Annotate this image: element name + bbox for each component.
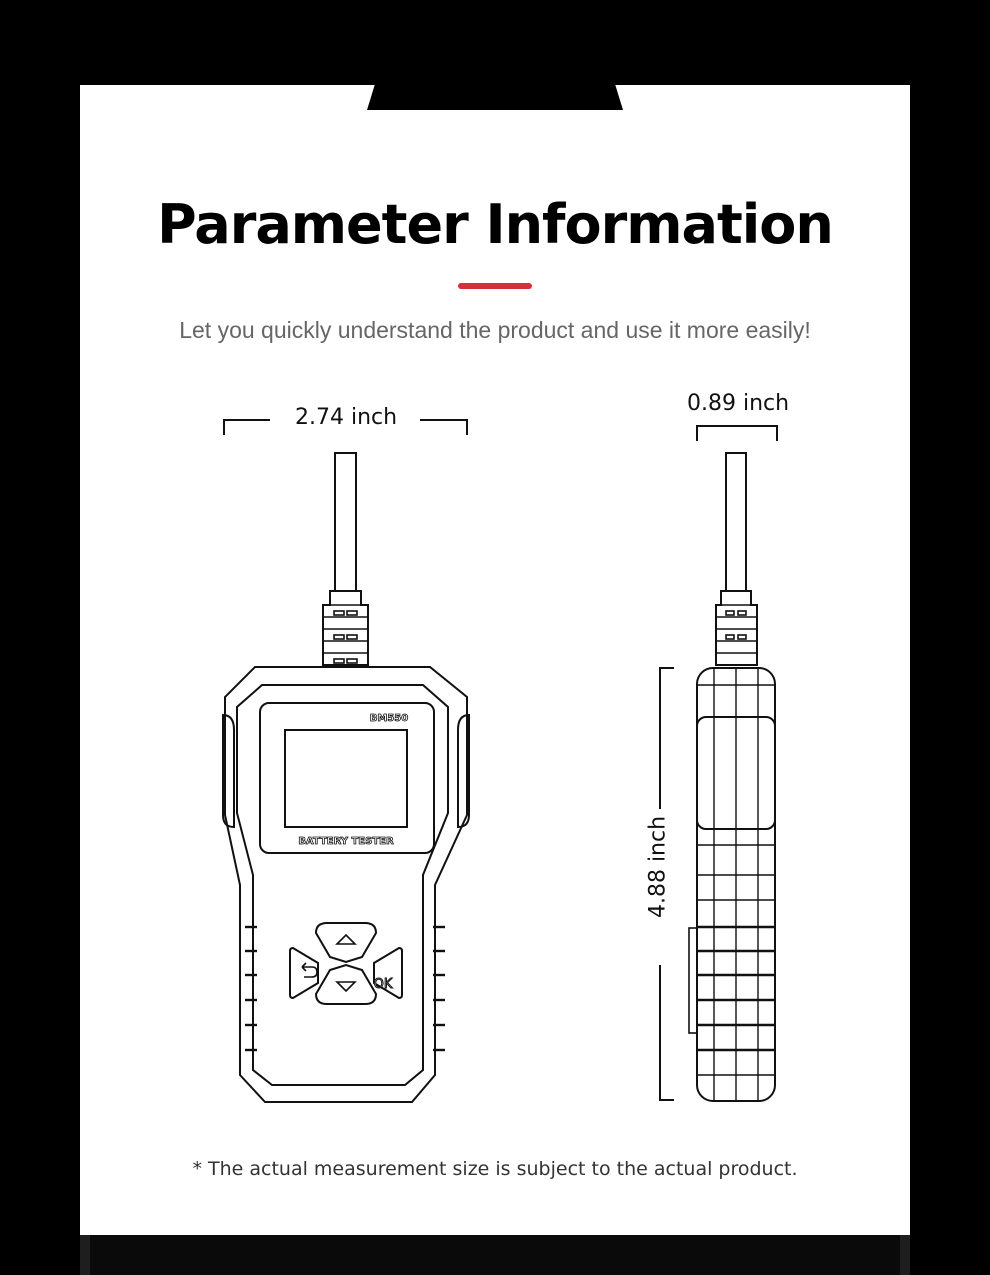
side-ribs xyxy=(245,927,445,1050)
cable xyxy=(335,453,356,591)
model-label: BM550 xyxy=(369,713,409,724)
side-view xyxy=(689,453,775,1101)
depth-dimension-label: 0.89 inch xyxy=(687,391,790,416)
bottom-strip xyxy=(80,1235,910,1275)
front-view xyxy=(223,453,469,1102)
up-button xyxy=(316,923,376,962)
ok-button-label: OK xyxy=(373,977,393,992)
down-button xyxy=(316,965,376,1004)
depth-dimension-bracket xyxy=(697,426,777,441)
triangle-up-icon xyxy=(337,935,355,944)
content-card xyxy=(80,85,910,1235)
lcd-display xyxy=(285,730,407,827)
height-dimension-label: 4.88 inch xyxy=(645,815,671,919)
side-strain-relief xyxy=(716,591,757,665)
width-dimension-bracket xyxy=(224,420,467,435)
screen-label: BATTERY TESTER xyxy=(298,836,394,847)
side-cable xyxy=(726,453,746,591)
back-button xyxy=(290,948,318,998)
side-button-profile xyxy=(689,928,697,1033)
height-dimension-bracket xyxy=(660,668,674,1100)
return-arrow-icon xyxy=(302,963,317,977)
page-title: Parameter Information xyxy=(157,193,833,256)
footnote: * The actual measurement size is subject to the actual product. xyxy=(192,1158,798,1180)
device-inner-body xyxy=(237,685,448,1085)
page-subtitle: Let you quickly understand the product and use it more easily! xyxy=(179,317,811,343)
device-drawing xyxy=(80,85,910,1235)
device-body xyxy=(225,667,467,1102)
width-dimension-label: 2.74 inch xyxy=(295,405,398,430)
triangle-down-icon xyxy=(337,982,355,991)
strain-relief xyxy=(323,591,368,665)
